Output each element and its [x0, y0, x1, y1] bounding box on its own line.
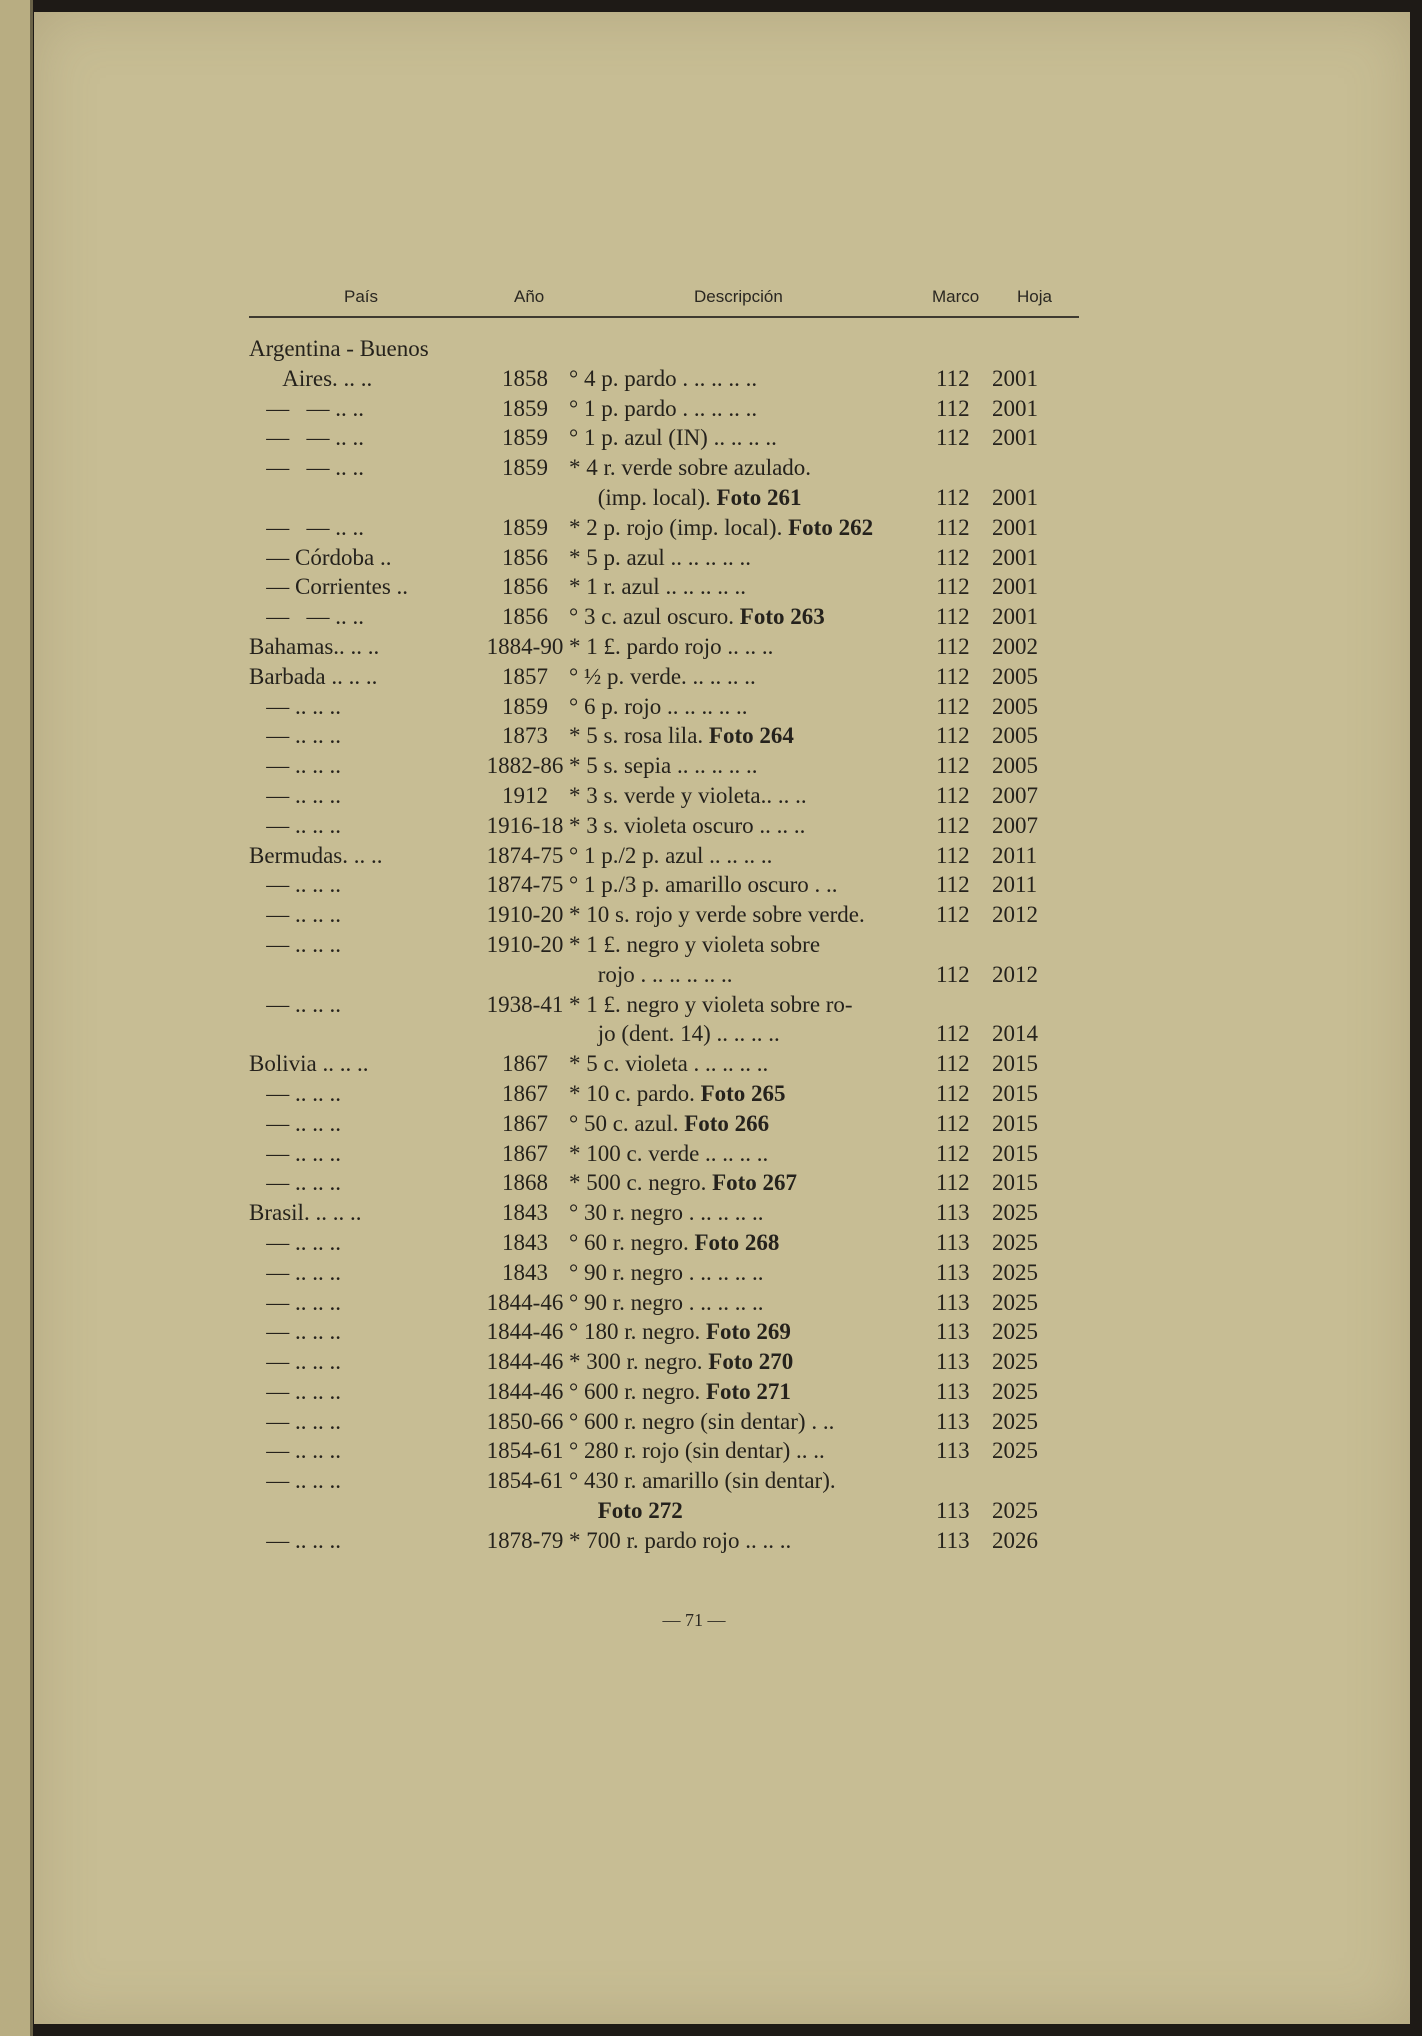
foto-reference: Foto 263 [739, 604, 825, 630]
cell-ano: 1856 [502, 544, 548, 570]
table-row [34, 662, 1410, 692]
cell-hoja: 2025 [992, 1319, 1038, 1345]
cell-marco: 112 [936, 902, 970, 928]
table-row [34, 1466, 1410, 1496]
descripcion-text: ° 50 c. azul. [569, 1110, 685, 1136]
descripcion-text: * 2 p. rojo (imp. local). [569, 514, 789, 540]
cell-descripcion [569, 781, 807, 811]
cell-pais: — .. .. .. [249, 1080, 341, 1106]
foto-reference: Foto 266 [684, 1110, 770, 1136]
descripcion-text: * 700 r. pardo rojo .. .. .. [569, 1527, 792, 1553]
table-row [34, 841, 1410, 871]
cell-hoja: 2001 [992, 544, 1038, 570]
cell-ano: 1843 [502, 1259, 548, 1285]
cell-marco: 113 [936, 1200, 970, 1226]
table-row [34, 632, 1410, 662]
cell-hoja: 2005 [992, 693, 1038, 719]
descripcion-text: * 1 r. azul .. .. .. .. .. [569, 574, 746, 600]
descripcion-text: * 1 £. negro y violeta sobre [569, 931, 821, 957]
cell-pais: — — .. .. [249, 514, 364, 540]
cell-pais: — .. .. .. [249, 812, 341, 838]
cell-marco: 113 [936, 1527, 970, 1553]
cell-hoja: 2001 [992, 604, 1038, 630]
cell-marco: 112 [936, 514, 970, 540]
cell-pais: — .. .. .. [249, 1229, 341, 1255]
cell-marco: 112 [936, 872, 970, 898]
cell-pais: — .. .. .. [249, 1319, 341, 1345]
cell-hoja: 2025 [992, 1438, 1038, 1464]
table-row [34, 1109, 1410, 1139]
cell-ano: 1856 [502, 574, 548, 600]
table-row [34, 1139, 1410, 1169]
foto-reference: Foto 264 [708, 723, 794, 749]
cell-marco: 113 [936, 1438, 970, 1464]
cell-descripcion [569, 1019, 780, 1049]
cell-hoja: 2001 [992, 395, 1038, 421]
cell-hoja: 2025 [992, 1200, 1038, 1226]
cell-ano: 1874-75 [486, 872, 564, 898]
cell-hoja: 2007 [992, 812, 1038, 838]
cell-ano: 1844-46 [486, 1289, 564, 1315]
descripcion-text: * 10 c. pardo. [569, 1080, 701, 1106]
descripcion-text: ° 1 p. azul (IN) .. .. .. .. [569, 425, 777, 451]
cell-marco: 112 [936, 633, 970, 659]
cell-descripcion [569, 1317, 791, 1347]
cell-descripcion [569, 364, 757, 394]
table-row [34, 811, 1410, 841]
cell-pais: Bahamas.. .. .. [249, 633, 380, 659]
cell-pais: Aires. .. .. [249, 365, 373, 391]
cell-ano: 1859 [502, 425, 548, 451]
cell-marco: 113 [936, 1259, 970, 1285]
cell-descripcion [569, 930, 820, 960]
descripcion-text: ° 60 r. negro. [569, 1229, 695, 1255]
descripcion-text: * 100 c. verde .. .. .. .. [569, 1140, 769, 1166]
cell-pais: — .. .. .. [249, 1259, 341, 1285]
foto-reference: Foto 268 [694, 1229, 780, 1255]
cell-pais: — .. .. .. [249, 902, 341, 928]
cell-hoja: 2025 [992, 1259, 1038, 1285]
cell-pais: Argentina - Buenos [249, 336, 429, 361]
foto-reference: Foto 269 [705, 1319, 791, 1345]
cell-ano: 1867 [502, 1110, 548, 1136]
page-number: — 71 — [662, 1610, 726, 1630]
table-row [34, 602, 1410, 632]
cell-pais: Barbada .. .. .. [249, 663, 378, 689]
table-row [34, 930, 1410, 960]
foto-reference: Foto 261 [716, 484, 802, 510]
header-hoja: Hoja [1017, 287, 1052, 306]
cell-descripcion [569, 811, 805, 841]
descripcion-text: * 1 £. negro y violeta sobre ro- [569, 991, 853, 1017]
descripcion-text: * 3 s. verde y violeta.. .. .. [569, 782, 807, 808]
cell-hoja: 2005 [992, 753, 1038, 779]
descripcion-text: * 5 s. rosa lila. [569, 723, 709, 749]
cell-descripcion [569, 543, 751, 573]
cell-descripcion [569, 751, 757, 781]
descripcion-text: * 5 s. sepia .. .. .. .. .. [569, 753, 758, 779]
descripcion-text: ° 1 p./2 p. azul .. .. .. .. [569, 842, 773, 868]
cell-pais: — .. .. .. [249, 1170, 341, 1196]
table-row [34, 1347, 1410, 1377]
cell-ano: 1878-79 [486, 1527, 564, 1553]
cell-ano: 1912 [502, 782, 548, 808]
descripcion-text: ° 600 r. negro (sin dentar) . .. [569, 1408, 835, 1434]
descripcion-text: ° 3 c. azul oscuro. [569, 604, 740, 630]
adjacent-page-edge [0, 0, 33, 2036]
table-row [34, 364, 1410, 394]
cell-ano: 1843 [502, 1200, 548, 1226]
table-row [34, 1198, 1410, 1228]
cell-ano: 1882-86 [486, 753, 564, 779]
cell-descripcion [569, 870, 838, 900]
cell-marco: 112 [936, 663, 970, 689]
cell-descripcion [569, 662, 756, 692]
cell-ano: 1867 [502, 1051, 548, 1077]
cell-descripcion [569, 423, 777, 453]
cell-ano: 1874-75 [486, 842, 564, 868]
table-row [34, 513, 1410, 543]
cell-marco: 112 [936, 842, 970, 868]
cell-marco: 112 [936, 425, 970, 451]
cell-descripcion [569, 841, 772, 871]
foto-reference: Foto 271 [705, 1378, 791, 1404]
cell-ano: 1857 [502, 663, 548, 689]
cell-pais: — .. .. .. [249, 753, 341, 779]
descripcion-text: * 500 c. negro. [569, 1170, 713, 1196]
cell-pais: — .. .. .. [249, 1527, 341, 1553]
cell-descripcion [569, 572, 746, 602]
cell-marco: 112 [936, 1021, 970, 1047]
table-header [249, 282, 1079, 318]
cell-ano: 1938-41 [486, 991, 564, 1017]
table-row [34, 870, 1410, 900]
foto-reference: Foto 267 [712, 1170, 798, 1196]
cell-pais: — .. .. .. [249, 782, 341, 808]
cell-marco: 112 [936, 1080, 970, 1106]
table-row [34, 453, 1410, 483]
cell-descripcion [569, 1109, 769, 1139]
cell-marco: 113 [936, 1378, 970, 1404]
cell-hoja: 2025 [992, 1349, 1038, 1375]
descripcion-text: * 5 c. violeta . .. .. .. .. [569, 1051, 769, 1077]
table-row [34, 692, 1410, 722]
cell-ano: 1844-46 [486, 1349, 564, 1375]
table-row [34, 1019, 1410, 1049]
cell-ano: 1867 [502, 1140, 548, 1166]
cell-pais: — .. .. .. [249, 693, 341, 719]
cell-marco: 112 [936, 961, 970, 987]
cell-pais: — .. .. .. [249, 1110, 341, 1136]
table-row [34, 1079, 1410, 1109]
cell-pais: — — .. .. [249, 455, 364, 481]
cell-descripcion [569, 1228, 779, 1258]
cell-pais: — .. .. .. [249, 931, 341, 957]
cell-marco: 112 [936, 753, 970, 779]
cell-ano: 1859 [502, 693, 548, 719]
cell-hoja: 2001 [992, 514, 1038, 540]
table-row [34, 334, 1410, 364]
cell-ano: 1844-46 [486, 1319, 564, 1345]
cell-hoja: 2015 [992, 1140, 1038, 1166]
cell-descripcion [569, 1168, 797, 1198]
cell-descripcion [569, 1436, 825, 1466]
table-row [34, 1258, 1410, 1288]
descripcion-text: ° 90 r. negro . .. .. .. .. [569, 1259, 764, 1285]
descripcion-text: ° ½ p. verde. .. .. .. .. [569, 663, 756, 689]
descripcion-text: * 4 r. verde sobre azulado. [569, 455, 812, 481]
cell-hoja: 2011 [992, 842, 1038, 868]
cell-ano: 1910-20 [486, 902, 564, 928]
cell-ano: 1873 [502, 723, 548, 749]
table-row [34, 781, 1410, 811]
cell-marco: 112 [936, 782, 970, 808]
cell-marco: 112 [936, 812, 970, 838]
descripcion-text: (imp. local). [569, 484, 717, 510]
cell-hoja: 2014 [992, 1021, 1038, 1047]
descripcion-text: * 5 p. azul .. .. .. .. .. [569, 544, 752, 570]
cell-marco: 112 [936, 484, 970, 510]
cell-marco: 113 [936, 1408, 970, 1434]
cell-descripcion [569, 1526, 791, 1556]
table-row [34, 751, 1410, 781]
cell-descripcion [569, 900, 865, 930]
cell-ano: 1856 [502, 604, 548, 630]
table-row [34, 1526, 1410, 1556]
cell-pais: — — .. .. [249, 395, 364, 421]
descripcion-text: * 1 £. pardo rojo .. .. .. [569, 633, 774, 659]
descripcion-text: ° 600 r. negro. [569, 1378, 706, 1404]
descripcion-text: ° 280 r. rojo (sin dentar) .. .. [569, 1438, 825, 1464]
cell-descripcion [569, 513, 873, 543]
descripcion-text: * 300 r. negro. [569, 1349, 709, 1375]
cell-descripcion [569, 1496, 683, 1526]
cell-hoja: 2001 [992, 425, 1038, 451]
descripcion-text: ° 1 p./3 p. amarillo oscuro . .. [569, 872, 838, 898]
header-descripcion: Descripción [694, 287, 783, 306]
cell-hoja: 2001 [992, 484, 1038, 510]
table-row [34, 483, 1410, 513]
cell-marco: 112 [936, 365, 970, 391]
foto-reference: Foto 265 [700, 1080, 786, 1106]
cell-ano: 1916-18 [486, 812, 564, 838]
table-row [34, 1496, 1410, 1526]
foto-reference: Foto 272 [597, 1498, 683, 1524]
table-row [34, 543, 1410, 573]
cell-hoja: 2015 [992, 1110, 1038, 1136]
cell-hoja: 2012 [992, 961, 1038, 987]
cell-hoja: 2011 [992, 872, 1038, 898]
header-ano: Año [514, 287, 545, 306]
cell-marco: 113 [936, 1289, 970, 1315]
cell-descripcion [569, 453, 811, 483]
cell-marco: 112 [936, 604, 970, 630]
cell-hoja: 2026 [992, 1527, 1038, 1553]
cell-pais: — — .. .. [249, 425, 364, 451]
cell-marco: 112 [936, 574, 970, 600]
cell-ano: 1843 [502, 1229, 548, 1255]
header-pais: País [344, 287, 379, 306]
cell-ano: 1854-61 [486, 1438, 564, 1464]
cell-marco: 112 [936, 1140, 970, 1166]
cell-descripcion [569, 1288, 763, 1318]
table-row [34, 1288, 1410, 1318]
foto-reference: Foto 270 [708, 1349, 794, 1375]
cell-descripcion [569, 692, 748, 722]
cell-marco: 112 [936, 1051, 970, 1077]
cell-hoja: 2025 [992, 1378, 1038, 1404]
table-row [34, 1049, 1410, 1079]
descripcion-text: * 10 s. rojo y verde sobre verde. [569, 902, 865, 928]
cell-pais: — .. .. .. [249, 1349, 341, 1375]
cell-hoja: 2007 [992, 782, 1038, 808]
descripcion-text: rojo . .. .. .. .. .. [569, 961, 733, 987]
cell-marco: 112 [936, 1110, 970, 1136]
descripcion-text: ° 6 p. rojo .. .. .. .. .. [569, 693, 748, 719]
table-row [34, 423, 1410, 453]
table-row [34, 1168, 1410, 1198]
cell-ano: 1859 [502, 514, 548, 540]
table-row [34, 960, 1410, 990]
cell-hoja: 2005 [992, 663, 1038, 689]
cell-pais: — — .. .. [249, 604, 364, 630]
descripcion-text: * 3 s. violeta oscuro .. .. .. [569, 812, 806, 838]
cell-ano: 1844-46 [486, 1378, 564, 1404]
descripcion-text: ° 430 r. amarillo (sin dentar). [569, 1468, 836, 1494]
cell-marco: 113 [936, 1319, 970, 1345]
cell-hoja: 2025 [992, 1408, 1038, 1434]
cell-hoja: 2001 [992, 574, 1038, 600]
cell-descripcion [569, 394, 757, 424]
cell-hoja: 2012 [992, 902, 1038, 928]
cell-hoja: 2005 [992, 723, 1038, 749]
cell-hoja: 2025 [992, 1289, 1038, 1315]
cell-pais: — .. .. .. [249, 1378, 341, 1404]
descripcion-text: ° 1 p. pardo . .. .. .. .. [569, 395, 758, 421]
cell-pais: Bermudas. .. .. [249, 842, 383, 868]
cell-ano: 1867 [502, 1080, 548, 1106]
descripcion-text [569, 1498, 598, 1523]
cell-marco: 112 [936, 1170, 970, 1196]
cell-ano: 1854-61 [486, 1468, 564, 1494]
foto-reference: Foto 262 [788, 514, 874, 540]
cell-pais: — .. .. .. [249, 991, 341, 1017]
cell-hoja: 2001 [992, 365, 1038, 391]
header-marco: Marco [932, 287, 980, 306]
descripcion-text: ° 30 r. negro . .. .. .. .. [569, 1200, 764, 1226]
descripcion-text: ° 4 p. pardo . .. .. .. .. [569, 365, 758, 391]
table-row [34, 1377, 1410, 1407]
cell-pais: — .. .. .. [249, 1408, 341, 1434]
cell-pais: Bolivia .. .. .. [249, 1051, 369, 1077]
cell-pais: — .. .. .. [249, 723, 341, 749]
cell-ano: 1910-20 [486, 931, 564, 957]
cell-hoja: 2015 [992, 1170, 1038, 1196]
cell-descripcion [569, 1347, 793, 1377]
cell-pais: — .. .. .. [249, 1468, 341, 1494]
cell-descripcion [569, 1407, 834, 1437]
table-row [34, 721, 1410, 751]
table-row [34, 1436, 1410, 1466]
cell-descripcion [569, 990, 853, 1020]
cell-ano: 1859 [502, 455, 548, 481]
descripcion-text: jo (dent. 14) .. .. .. .. [569, 1021, 780, 1047]
cell-descripcion [569, 632, 773, 662]
table-row [34, 900, 1410, 930]
cell-marco: 113 [936, 1498, 970, 1524]
cell-pais: — .. .. .. [249, 1438, 341, 1464]
table-row [34, 990, 1410, 1020]
cell-descripcion [569, 602, 825, 632]
cell-ano: 1850-66 [486, 1408, 564, 1434]
cell-ano: 1858 [502, 365, 548, 391]
cell-descripcion [569, 960, 733, 990]
table-row [34, 1407, 1410, 1437]
cell-ano: 1859 [502, 395, 548, 421]
cell-descripcion [569, 1377, 791, 1407]
table-row [34, 1228, 1410, 1258]
cell-pais: — Corrientes .. [249, 574, 409, 600]
descripcion-text: ° 180 r. negro. [569, 1319, 706, 1345]
cell-marco: 112 [936, 693, 970, 719]
cell-marco: 113 [936, 1229, 970, 1255]
descripcion-text: ° 90 r. negro . .. .. .. .. [569, 1289, 764, 1315]
table-row [34, 572, 1410, 602]
cell-descripcion [569, 1079, 786, 1109]
cell-pais: — .. .. .. [249, 1140, 341, 1166]
cell-pais: Brasil. .. .. .. [249, 1200, 362, 1226]
cell-ano: 1868 [502, 1170, 548, 1196]
cell-marco: 113 [936, 1349, 970, 1375]
stamp-table [34, 334, 1410, 1556]
cell-hoja: 2015 [992, 1080, 1038, 1106]
cell-hoja: 2025 [992, 1229, 1038, 1255]
cell-hoja: 2002 [992, 633, 1038, 659]
cell-marco: 112 [936, 544, 970, 570]
cell-pais: — .. .. .. [249, 1289, 341, 1315]
cell-marco: 112 [936, 723, 970, 749]
cell-descripcion [569, 1198, 763, 1228]
cell-descripcion [569, 1466, 836, 1496]
table-row [34, 394, 1410, 424]
cell-pais: — Córdoba .. [249, 544, 392, 570]
cell-hoja: 2025 [992, 1498, 1038, 1524]
cell-descripcion [569, 1258, 763, 1288]
cell-ano: 1884-90 [486, 633, 564, 659]
cell-hoja: 2015 [992, 1051, 1038, 1077]
document-page [34, 12, 1410, 2024]
table-row [34, 1317, 1410, 1347]
cell-descripcion [569, 1049, 768, 1079]
cell-descripcion [569, 721, 794, 751]
cell-descripcion [569, 483, 802, 513]
cell-pais: — .. .. .. [249, 872, 341, 898]
cell-marco: 112 [936, 395, 970, 421]
cell-descripcion [569, 1139, 768, 1169]
